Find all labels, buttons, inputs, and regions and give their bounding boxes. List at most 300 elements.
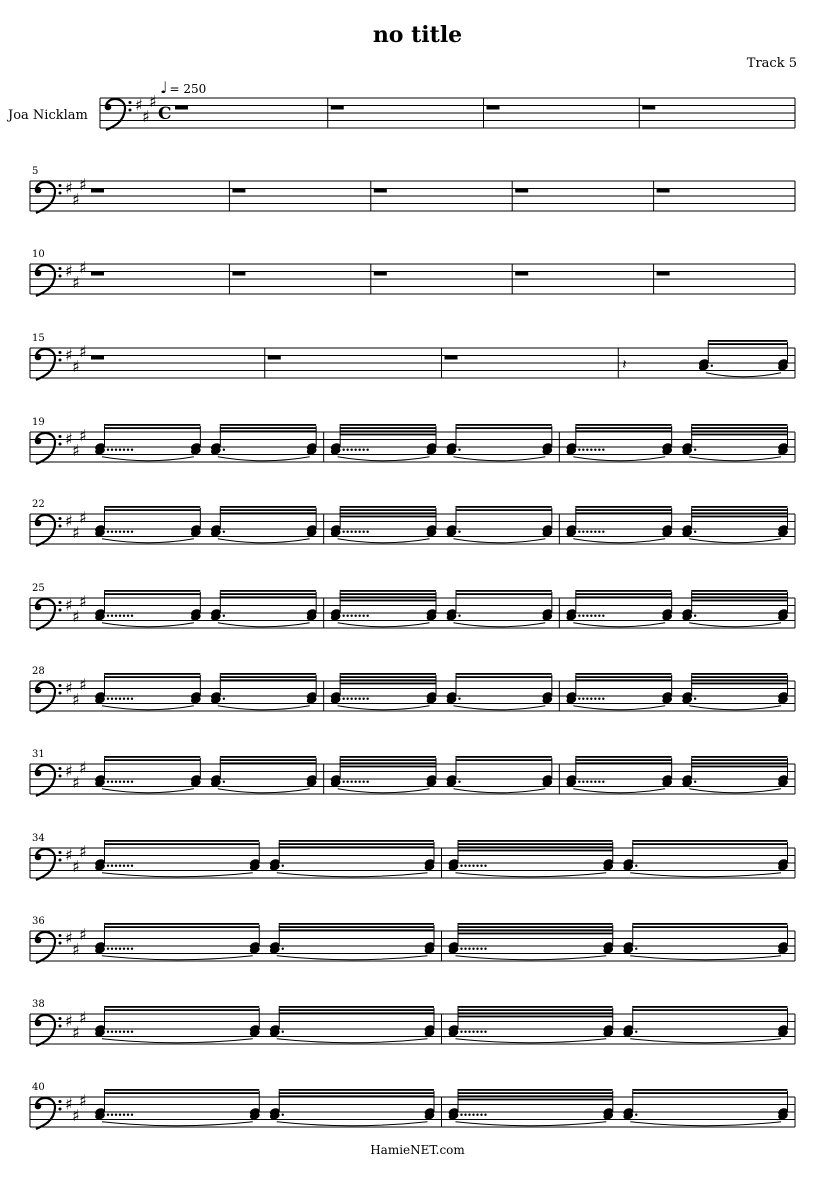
staff-system [30, 749, 795, 796]
beam [458, 926, 613, 928]
augmentation-dot [223, 449, 225, 451]
staff-system [30, 249, 795, 296]
tie [102, 706, 194, 710]
augmentation-dot [480, 948, 482, 950]
tie [338, 539, 430, 543]
measure-number: 31 [32, 749, 45, 760]
whole-rest-icon [657, 189, 670, 193]
augmentation-dot [694, 698, 696, 700]
beam [104, 923, 259, 925]
beam [632, 923, 787, 925]
tie [277, 1039, 428, 1043]
tie [689, 623, 781, 627]
augmentation-dot [366, 781, 368, 783]
tie [338, 623, 430, 627]
beam [340, 756, 436, 758]
measure-number: 25 [32, 583, 45, 594]
bass-clef-icon [36, 1015, 55, 1046]
beam [340, 434, 436, 436]
augmentation-dot [586, 615, 588, 617]
augmentation-dot [346, 449, 348, 451]
measure-number: 34 [32, 833, 45, 844]
whole-rest-icon [232, 189, 245, 193]
sharp-icon: ♯ [72, 189, 80, 209]
augmentation-dot [115, 865, 117, 867]
augmentation-dot [111, 865, 113, 867]
augmentation-dot [346, 531, 348, 533]
beam [458, 1089, 613, 1091]
augmentation-dot [119, 698, 121, 700]
measure-number: 5 [32, 166, 39, 177]
augmentation-dot [578, 615, 580, 617]
sharp-icon: ♯ [79, 341, 87, 361]
beam [220, 430, 316, 432]
augmentation-dot [342, 531, 344, 533]
augmentation-dot [586, 531, 588, 533]
sharp-icon: ♯ [135, 95, 143, 115]
beam [575, 679, 671, 681]
augmentation-dot [350, 698, 352, 700]
beam [340, 509, 436, 511]
bass-clef-icon [106, 99, 125, 130]
bass-clef-icon [36, 265, 55, 296]
augmentation-dot [346, 615, 348, 617]
track-label: Track 5 [746, 56, 797, 71]
beam [279, 1092, 434, 1094]
beam [458, 929, 613, 931]
bass-clef-dot [59, 859, 62, 862]
augmentation-dot [476, 1031, 478, 1033]
augmentation-dot [578, 531, 580, 533]
beam [632, 1092, 787, 1094]
augmentation-dot [464, 948, 466, 950]
augmentation-dot [578, 449, 580, 451]
beam [220, 506, 316, 508]
tie [689, 789, 781, 793]
sharp-icon: ♯ [79, 1007, 87, 1027]
augmentation-dot [111, 1114, 113, 1116]
augmentation-dot [119, 948, 121, 950]
beam [691, 590, 787, 592]
augmentation-dot [602, 449, 604, 451]
beam [458, 840, 613, 842]
tie [454, 457, 546, 461]
beam [104, 506, 200, 508]
tie [706, 373, 781, 377]
sharp-icon: ♯ [79, 174, 87, 194]
augmentation-dot [582, 781, 584, 783]
augmentation-dot [123, 698, 125, 700]
tie [573, 623, 665, 627]
sharp-icon: ♯ [72, 272, 80, 292]
beam [220, 509, 316, 511]
augmentation-dot [119, 781, 121, 783]
tie [456, 1039, 607, 1043]
sharp-icon: ♯ [65, 511, 73, 531]
augmentation-dot [366, 449, 368, 451]
bass-clef-dot [59, 351, 62, 354]
whole-rest-icon [445, 356, 458, 360]
beam [691, 506, 787, 508]
beam [220, 756, 316, 758]
whole-rest-icon [91, 356, 104, 360]
augmentation-dot [582, 698, 584, 700]
tie [338, 457, 430, 461]
bass-clef-icon [36, 682, 55, 713]
beam [691, 759, 787, 761]
beam [104, 840, 259, 842]
beam [220, 512, 316, 514]
augmentation-dot [282, 865, 284, 867]
augmentation-dot [350, 449, 352, 451]
augmentation-dot [131, 948, 133, 950]
bass-clef-icon [36, 849, 55, 880]
staff-system [30, 499, 795, 546]
beam [104, 424, 200, 426]
whole-rest-icon [331, 106, 344, 110]
augmentation-dot [472, 865, 474, 867]
augmentation-dot [711, 365, 713, 367]
beam [340, 593, 436, 595]
augmentation-dot [472, 1031, 474, 1033]
bass-clef-icon [35, 937, 42, 944]
beam [456, 427, 552, 429]
beam [220, 427, 316, 429]
quarter-rest-icon: 𝄽 [622, 357, 627, 373]
beam [458, 923, 613, 925]
augmentation-dot [223, 615, 225, 617]
beam [632, 843, 787, 845]
bass-clef-icon [36, 599, 55, 630]
bass-clef-icon [35, 438, 42, 445]
augmentation-dot [123, 531, 125, 533]
augmentation-dot [107, 865, 109, 867]
whole-rest-icon [487, 106, 500, 110]
beam [279, 840, 434, 842]
sharp-icon: ♯ [72, 606, 80, 626]
sharp-icon: ♯ [65, 1011, 73, 1031]
bass-clef-dot [59, 359, 62, 362]
augmentation-dot [582, 615, 584, 617]
augmentation-dot [602, 615, 604, 617]
augmentation-dot [119, 865, 121, 867]
augmentation-dot [131, 1031, 133, 1033]
tie [277, 873, 428, 877]
beam [220, 673, 316, 675]
whole-rest-icon [657, 272, 670, 276]
augmentation-dot [358, 531, 360, 533]
bass-clef-dot [59, 692, 62, 695]
beam [458, 1092, 613, 1094]
sharp-icon: ♯ [65, 1094, 73, 1114]
measure-number: 15 [32, 333, 45, 344]
augmentation-dot [350, 615, 352, 617]
beam [575, 509, 671, 511]
staff-system [30, 916, 795, 963]
augmentation-dot [282, 1114, 284, 1116]
augmentation-dot [131, 615, 133, 617]
augmentation-dot [586, 698, 588, 700]
common-time-icon: C [158, 104, 172, 124]
tie [456, 956, 607, 960]
sharp-icon: ♯ [79, 757, 87, 777]
augmentation-dot [342, 698, 344, 700]
beam [691, 430, 787, 432]
bass-clef-dot [59, 443, 62, 446]
staff-system [30, 833, 795, 880]
augmentation-dot [127, 531, 129, 533]
augmentation-dot [458, 698, 460, 700]
tie [456, 873, 607, 877]
bass-clef-icon [105, 104, 112, 111]
beam [279, 1012, 434, 1014]
augmentation-dot [354, 449, 356, 451]
augmentation-dot [350, 781, 352, 783]
beam [279, 1006, 434, 1008]
beam [458, 1016, 613, 1018]
augmentation-dot [107, 615, 109, 617]
beam [104, 593, 200, 595]
augmentation-dot [590, 781, 592, 783]
beam [575, 512, 671, 514]
instrument-name: Joa Nicklam [8, 108, 88, 123]
augmentation-dot [484, 948, 486, 950]
beam [340, 516, 436, 518]
augmentation-dot [362, 615, 364, 617]
sharp-icon: ♯ [79, 1090, 87, 1110]
beam [575, 427, 671, 429]
beam [340, 766, 436, 768]
sharp-icon: ♯ [72, 856, 80, 876]
sharp-icon: ♯ [72, 356, 80, 376]
beam [340, 590, 436, 592]
beam [340, 596, 436, 598]
augmentation-dot [115, 1114, 117, 1116]
beam [575, 676, 671, 678]
beam [104, 926, 259, 928]
bass-clef-icon [35, 687, 42, 694]
bass-clef-icon [36, 182, 55, 213]
augmentation-dot [107, 698, 109, 700]
augmentation-dot [590, 698, 592, 700]
tie [573, 706, 665, 710]
augmentation-dot [468, 948, 470, 950]
augmentation-dot [468, 1031, 470, 1033]
augmentation-dot [578, 781, 580, 783]
tie [573, 789, 665, 793]
augmentation-dot [115, 948, 117, 950]
augmentation-dot [694, 615, 696, 617]
augmentation-dot [480, 865, 482, 867]
augmentation-dot [635, 1031, 637, 1033]
beam [691, 427, 787, 429]
sharp-icon: ♯ [65, 845, 73, 865]
beam [708, 340, 788, 342]
beam [458, 1006, 613, 1008]
augmentation-dot [131, 531, 133, 533]
tie [102, 1122, 253, 1126]
bass-clef-dot [59, 1025, 62, 1028]
augmentation-dot [115, 1031, 117, 1033]
beam [691, 762, 787, 764]
beam [458, 933, 613, 935]
augmentation-dot [127, 865, 129, 867]
tie [277, 956, 428, 960]
augmentation-dot [578, 698, 580, 700]
sharp-icon: ♯ [79, 841, 87, 861]
augmentation-dot [131, 698, 133, 700]
beam [575, 596, 671, 598]
sharp-icon: ♯ [72, 1022, 80, 1042]
beam [220, 676, 316, 678]
tie [454, 706, 546, 710]
augmentation-dot [282, 1031, 284, 1033]
augmentation-dot [358, 698, 360, 700]
augmentation-dot [366, 531, 368, 533]
beam [691, 434, 787, 436]
augmentation-dot [115, 615, 117, 617]
augmentation-dot [119, 615, 121, 617]
augmentation-dot [123, 1114, 125, 1116]
augmentation-dot [127, 1114, 129, 1116]
augmentation-dot [342, 781, 344, 783]
bass-clef-icon [35, 187, 42, 194]
staff-system [100, 92, 795, 130]
augmentation-dot [582, 531, 584, 533]
augmentation-dot [458, 615, 460, 617]
beam [104, 1092, 259, 1094]
sharp-icon: ♯ [72, 689, 80, 709]
sharp-icon: ♯ [72, 1105, 80, 1125]
staff-system [30, 666, 795, 713]
whole-rest-icon [91, 272, 104, 276]
tie [218, 789, 310, 793]
beam [456, 759, 552, 761]
beam [340, 676, 436, 678]
augmentation-dot [468, 1114, 470, 1116]
sharp-icon: ♯ [79, 591, 87, 611]
bass-clef-dot [59, 267, 62, 270]
augmentation-dot [354, 531, 356, 533]
augmentation-dot [123, 615, 125, 617]
augmentation-dot [111, 531, 113, 533]
staff-system [30, 166, 795, 213]
augmentation-dot [111, 449, 113, 451]
tie [218, 623, 310, 627]
beam [458, 850, 613, 852]
augmentation-dot [127, 781, 129, 783]
augmentation-dot [115, 531, 117, 533]
augmentation-dot [119, 531, 121, 533]
beam [691, 676, 787, 678]
augmentation-dot [598, 781, 600, 783]
augmentation-dot [107, 781, 109, 783]
augmentation-dot [115, 781, 117, 783]
beam [691, 679, 787, 681]
sharp-icon: ♯ [65, 261, 73, 281]
tempo-value: = 250 [169, 82, 207, 96]
tie [102, 956, 253, 960]
augmentation-dot [123, 1031, 125, 1033]
augmentation-dot [472, 948, 474, 950]
beam [104, 509, 200, 511]
beam [104, 843, 259, 845]
sharp-icon: ♯ [65, 678, 73, 698]
sharp-icon: ♯ [79, 507, 87, 527]
augmentation-dot [594, 781, 596, 783]
beam [279, 1009, 434, 1011]
bass-clef-dot [59, 1100, 62, 1103]
augmentation-dot [123, 948, 125, 950]
measure-number: 10 [32, 249, 45, 260]
staff-system [30, 999, 795, 1046]
tie [338, 789, 430, 793]
augmentation-dot [694, 531, 696, 533]
augmentation-dot [582, 449, 584, 451]
beam [575, 759, 671, 761]
augmentation-dot [366, 615, 368, 617]
augmentation-dot [127, 698, 129, 700]
augmentation-dot [594, 449, 596, 451]
augmentation-dot [362, 531, 364, 533]
augmentation-dot [458, 449, 460, 451]
augmentation-dot [342, 449, 344, 451]
tie [102, 623, 194, 627]
augmentation-dot [119, 1114, 121, 1116]
beam [456, 424, 552, 426]
augmentation-dot [107, 1031, 109, 1033]
sharp-icon: ♯ [79, 425, 87, 445]
tie [102, 539, 194, 543]
beam [340, 600, 436, 602]
beam [691, 516, 787, 518]
beam [220, 759, 316, 761]
beam [340, 673, 436, 675]
augmentation-dot [598, 615, 600, 617]
beam [691, 593, 787, 595]
beam [575, 506, 671, 508]
bass-clef-dot [59, 934, 62, 937]
beam [340, 512, 436, 514]
augmentation-dot [131, 449, 133, 451]
tie [630, 1039, 781, 1043]
footer-credit: HamieNET.com [370, 1143, 465, 1157]
beam [104, 590, 200, 592]
augmentation-dot [350, 531, 352, 533]
beam [458, 1099, 613, 1101]
beam [340, 759, 436, 761]
whole-rest-icon [374, 272, 387, 276]
bass-clef-dot [59, 1017, 62, 1020]
beam [220, 590, 316, 592]
whole-rest-icon [515, 189, 528, 193]
sharp-icon: ♯ [79, 257, 87, 277]
augmentation-dot [635, 865, 637, 867]
quarter-note-icon: ♩ [160, 78, 168, 97]
augmentation-dot [119, 1031, 121, 1033]
bass-clef-dot [59, 525, 62, 528]
augmentation-dot [342, 615, 344, 617]
bass-clef-dot [59, 767, 62, 770]
augmentation-dot [131, 1114, 133, 1116]
tie [630, 873, 781, 877]
beam [279, 929, 434, 931]
beam [456, 509, 552, 511]
beam [632, 1009, 787, 1011]
beam [691, 512, 787, 514]
augmentation-dot [223, 531, 225, 533]
augmentation-dot [602, 698, 604, 700]
